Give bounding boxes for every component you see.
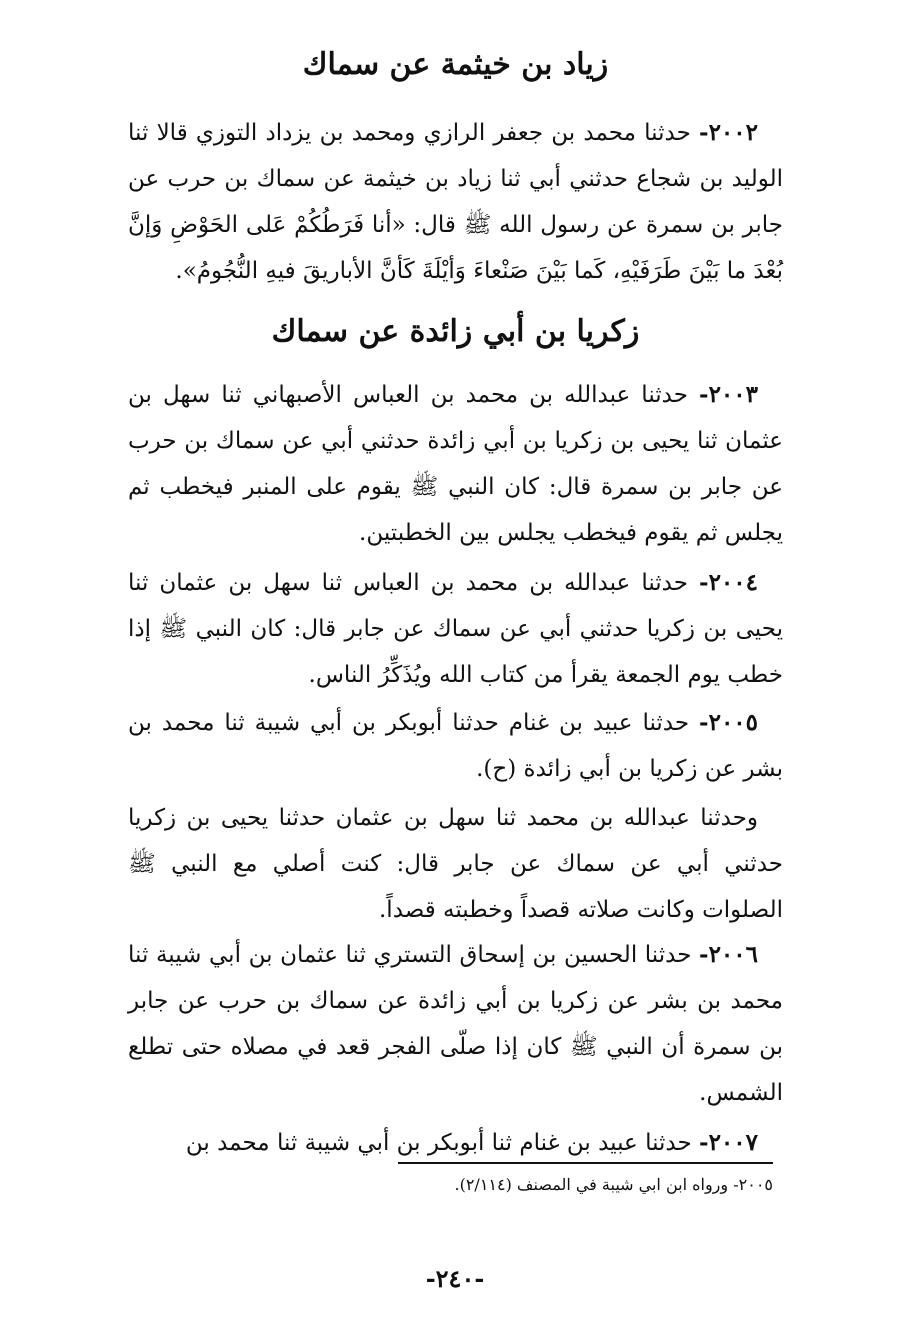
hadith-2002: [128, 110, 783, 294]
hadith-text: حدثنا عبدالله بن محمد بن العباس ثنا سهل بن عثمان ثنا يحيى بن زكريا حدثني أبي عن سماك عن جابر قال: كان النبي ﷺ إذا خطب يوم الجمعة يقرأ من كتاب الله ويُذَكِّرُ الناس.: [128, 570, 783, 688]
hadith-number: ٢٠٠٦-: [699, 941, 758, 968]
hadith-text: حدثنا محمد بن جعفر الرازي ومحمد بن يزداد التوزي قالا ثنا الوليد بن شجاع حدثني أبي ثنا زياد بن خيثمة عن سماك بن حرب عن جابر بن سمرة عن رسول الله ﷺ قال: «أنا فَرَطُكُمْ عَلى الحَوْضِ وَإنَّ بُعْدَ ما بَيْنَ طَرَفَيْهِ، كَما بَيْنَ صَنْعاءَ وَأيْلَةَ كَأنَّ الأباريقَ فيهِ النُّجُومُ».: [128, 120, 783, 284]
section-heading-ziyad: زياد بن خيثمة عن سماك: [302, 47, 609, 82]
hadith-number: ٢٠٠٧-: [699, 1129, 758, 1156]
hadith-2005: [128, 700, 783, 792]
hadith-2007: [128, 1120, 783, 1166]
hadith-number: ٢٠٠٢-: [699, 119, 758, 146]
hadith-text: حدثنا الحسين بن إسحاق التستري ثنا عثمان بن أبي شيبة ثنا محمد بن بشر عن زكريا بن أبي زائدة عن سماك بن حرب عن جابر بن سمرة أن النبي ﷺ كان إذا صلّى الفجر قعد في مصلاه حتى تطلع الشمس.: [128, 942, 783, 1106]
hadith-2005-continuation: [128, 795, 783, 933]
hadith-number: ٢٠٠٥-: [699, 709, 759, 736]
hadith-text: حدثنا عبيد بن غنام حدثنا أبوبكر بن أبي شيبة ثنا محمد بن بشر عن زكريا بن أبي زائدة (ح).: [128, 710, 783, 782]
footnote: ٢٠٠٥- ورواه ابن ابي شيبة في المصنف (٢/١١٤).: [454, 1175, 773, 1194]
hadith-2004: [128, 560, 783, 698]
hadith-number: ٢٠٠٣-: [699, 381, 758, 408]
hadith-text: حدثنا عبدالله بن محمد بن العباس الأصبهاني ثنا سهل بن عثمان ثنا يحيى بن زكريا بن أبي زائدة حدثني أبي عن سماك بن حرب عن جابر بن سمرة قال: كان النبي ﷺ يقوم على المنبر فيخطب ثم يجلس ثم يقوم فيخطب يجلس بين الخطبتين.: [128, 382, 783, 546]
hadith-2006: [128, 932, 783, 1116]
footnote-divider: [398, 1162, 773, 1164]
hadith-number: ٢٠٠٤-: [699, 569, 758, 596]
page-number: -٢٤٠-: [425, 1264, 485, 1293]
section-heading-zakariya: زكريا بن أبي زائدة عن سماك: [271, 314, 640, 349]
hadith-text: وحدثنا عبدالله بن محمد ثنا سهل بن عثمان حدثنا يحيى بن زكريا حدثني أبي عن سماك عن جابر قال: كنت أصلي مع النبي ﷺ الصلوات وكانت صلاته قصداً وخطبته قصداً.: [128, 805, 783, 923]
hadith-text: حدثنا عبيد بن غنام ثنا أبوبكر بن أبي شيبة ثنا محمد بن: [185, 1130, 692, 1156]
hadith-2003: [128, 372, 783, 556]
